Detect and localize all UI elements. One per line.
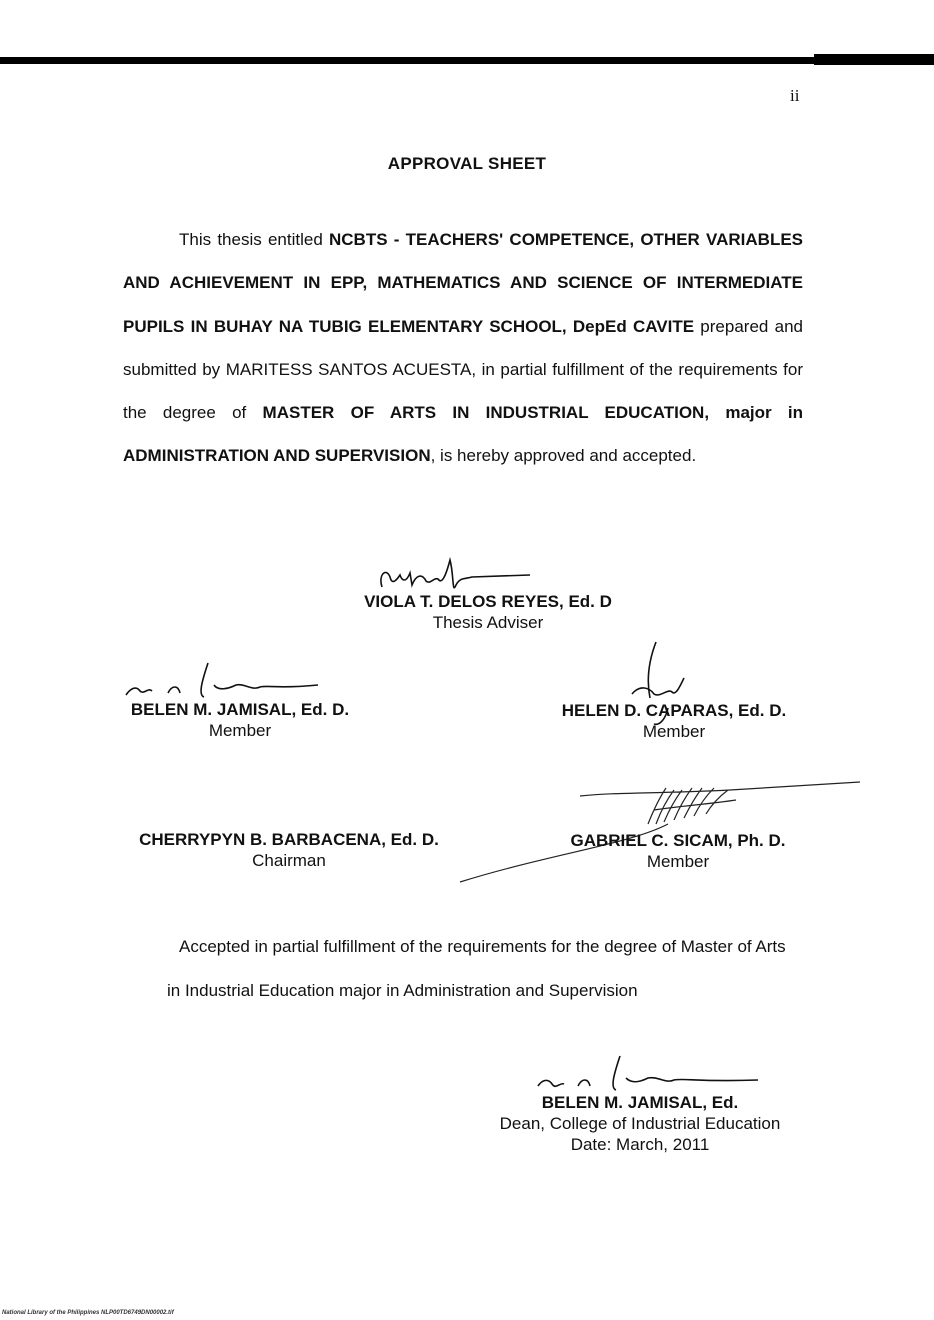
member1-name: BELEN M. JAMISAL, Ed. D. <box>130 700 350 719</box>
page-title: APPROVAL SHEET <box>387 154 547 173</box>
page-number: ii <box>790 86 800 105</box>
member1-role: Member <box>208 721 272 740</box>
closing-text: , is hereby approved and accepted. <box>430 446 697 466</box>
member1-signature-block <box>112 699 368 741</box>
scan-footer-stamp: National Library of the Philippines NLP00TD6749DN00002.tif <box>2 1310 174 1316</box>
approval-date: Date: March, 2011 <box>570 1135 710 1154</box>
approval-paragraph <box>123 218 803 478</box>
member3-role: Member <box>646 852 710 871</box>
member3-signature-block <box>550 830 806 872</box>
adviser-role: Thesis Adviser <box>432 613 544 632</box>
adviser-name: VIOLA T. DELOS REYES, Ed. D <box>364 592 612 611</box>
scan-border-bar <box>0 57 934 64</box>
dean-signature-block <box>470 1092 810 1155</box>
acceptance-paragraph: Accepted in partial fulfillment of the requirements for the degree of Master of Arts in Industrial Education major in Administration and Supervision <box>167 937 786 1000</box>
degree-name: MASTER OF ARTS IN INDUSTRIAL EDUCATION, major in ADMINISTRATION AND SUPERVISION <box>123 403 803 466</box>
chairman-role: Chairman <box>252 851 326 870</box>
chairman-signature-block <box>116 829 462 871</box>
member2-name: HELEN D. CAPARAS, Ed. D. <box>561 701 787 720</box>
submission-text: prepared and submitted by MARITESS SANTOS ACUESTA, in partial fulfillment of the requirements for the degree of <box>123 316 803 423</box>
member1-signature <box>118 655 328 705</box>
dean-name: BELEN M. JAMISAL, Ed. <box>541 1093 739 1112</box>
member3-name: GABRIEL C. SICAM, Ph. D. <box>570 831 786 850</box>
chairman-name: CHERRYPYN B. BARBACENA, Ed. D. <box>139 830 439 849</box>
member2-signature-block <box>536 700 812 742</box>
dean-role: Dean, College of Industrial Education <box>499 1114 781 1133</box>
thesis-title: NCBTS - TEACHERS' COMPETENCE, OTHER VARIABLES AND ACHIEVEMENT IN EPP, MATHEMATICS AND SCIENCE OF INTERMEDIATE PUPILS IN BUHAY NA TUBIG ELEMENTARY SCHOOL, DepEd CAVITE <box>123 230 803 336</box>
adviser-signature-block <box>340 591 636 633</box>
member2-role: Member <box>642 722 706 741</box>
member3-signature <box>430 764 870 894</box>
intro-text: This thesis entitled <box>179 230 329 249</box>
